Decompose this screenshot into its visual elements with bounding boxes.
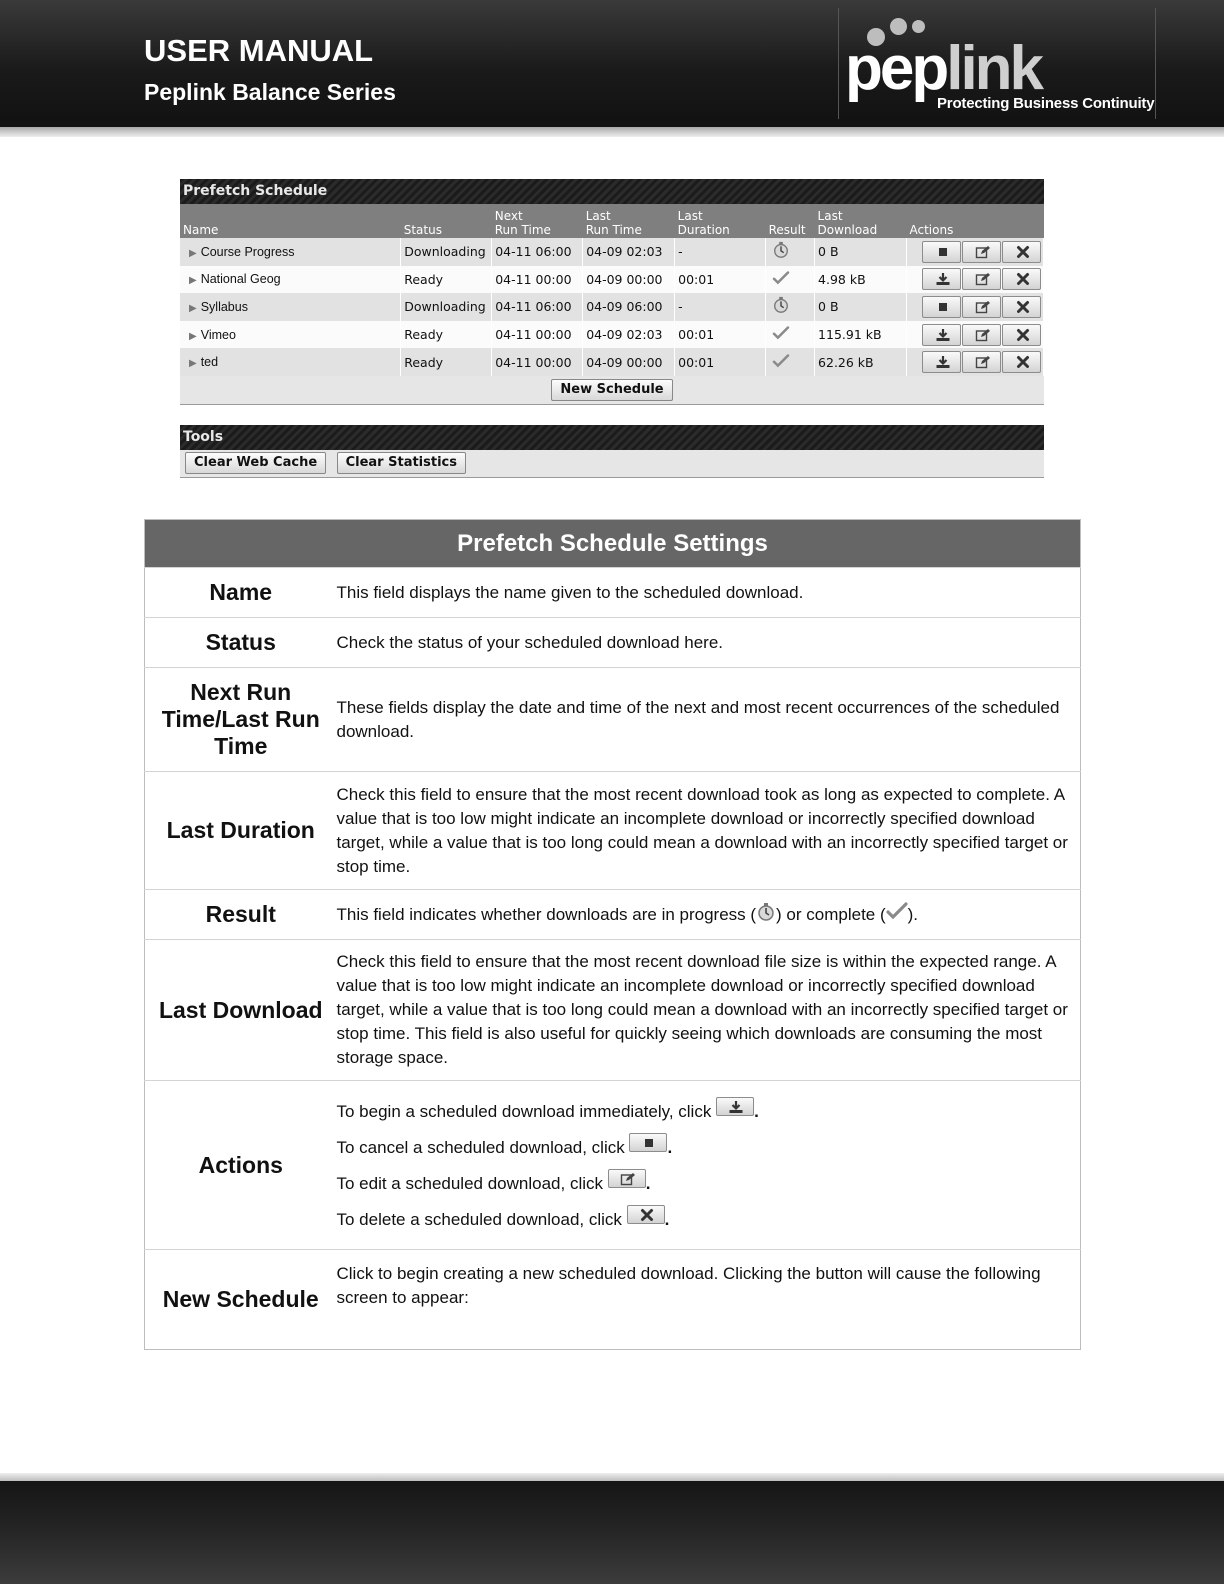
column-header: Next Run Time <box>492 204 583 238</box>
delete-icon <box>1015 245 1031 260</box>
setting-description: This field displays the name given to the scheduled download. <box>337 568 1081 618</box>
action-delete-line: To delete a scheduled download, click . <box>337 1205 1075 1232</box>
document-title: USER MANUAL <box>144 33 374 68</box>
result-cell <box>766 266 815 294</box>
setting-description <box>337 1081 1081 1250</box>
stop-button <box>629 1133 667 1152</box>
checkmark-icon <box>772 354 790 371</box>
download-icon <box>935 355 951 370</box>
last-download-cell: 4.98 kB <box>815 266 907 294</box>
last-download-cell: 0 B <box>815 293 907 321</box>
delete-button[interactable] <box>1002 268 1041 290</box>
setting-label: New Schedule <box>145 1250 337 1350</box>
schedule-table <box>180 204 1044 376</box>
duration-cell: 00:01 <box>675 266 766 294</box>
delete-button <box>627 1205 665 1224</box>
status-cell: Downloading <box>401 238 492 266</box>
delete-icon <box>1015 355 1031 370</box>
schedule-name: Course Progress <box>200 244 295 259</box>
last-run-cell: 04-09 00:00 <box>583 266 675 294</box>
setting-description: Click to begin creating a new scheduled download. Clicking the button will cause the following screen to appear: <box>337 1250 1081 1350</box>
edit-button[interactable] <box>962 296 1001 318</box>
setting-label: Result <box>145 890 337 940</box>
setting-description: Check this field to ensure that the most recent download took as long as expected to complete. A value that is too low might indicate an incomplete download or incorrectly specified download target, while a value that is too long could mean a download with an incorrectly specified target or stop time. <box>337 772 1081 890</box>
settings-row <box>145 772 1081 890</box>
new-schedule-button[interactable]: New Schedule <box>551 379 672 401</box>
delete-icon <box>1015 300 1031 315</box>
footer-rule <box>0 1473 1224 1481</box>
actions-cell <box>906 293 1043 321</box>
action-cancel-line: To cancel a scheduled download, click . <box>337 1133 1075 1160</box>
next-run-cell: 04-11 00:00 <box>492 266 583 294</box>
status-cell: Ready <box>401 321 492 349</box>
last-run-cell: 04-09 06:00 <box>583 293 675 321</box>
expand-triangle-icon[interactable]: ▶ <box>189 275 197 287</box>
schedule-name: Syllabus <box>200 299 248 314</box>
edit-icon <box>975 355 991 370</box>
edit-icon <box>975 300 991 315</box>
edit-button[interactable] <box>962 241 1001 263</box>
last-run-cell: 04-09 02:03 <box>583 321 675 349</box>
edit-icon <box>975 328 991 343</box>
schedule-name-cell[interactable] <box>180 238 401 266</box>
page-header <box>0 0 1224 127</box>
settings-table <box>144 519 1081 1350</box>
download-icon <box>935 272 951 287</box>
result-cell <box>766 321 815 349</box>
document-subtitle: Peplink Balance Series <box>144 79 396 105</box>
column-header: Last Run Time <box>583 204 675 238</box>
table-row <box>180 293 1044 321</box>
action-edit-line: To edit a scheduled download, click . <box>337 1169 1075 1196</box>
schedule-name: Vimeo <box>200 327 236 342</box>
stop-icon <box>641 1136 657 1150</box>
checkmark-icon <box>886 902 908 920</box>
edit-icon <box>620 1172 636 1186</box>
setting-description: Check this field to ensure that the most recent download file size is within the expected range. A value that is too low might indicate an incomplete download or incorrectly specified download target, while a value that is too long could mean a download with an incorrectly specified target or stop time. This field is also useful for quickly seeing which downloads are consuming the most storage space. <box>337 940 1081 1081</box>
clear-web-cache-button[interactable]: Clear Web Cache <box>185 452 326 474</box>
column-header: Status <box>401 204 492 238</box>
result-cell <box>766 293 815 321</box>
edit-icon <box>975 245 991 260</box>
delete-icon <box>639 1208 655 1222</box>
download-icon <box>728 1100 744 1114</box>
settings-row <box>145 1250 1081 1350</box>
logo-wordmark: peplink <box>845 34 1042 103</box>
clear-statistics-button[interactable]: Clear Statistics <box>337 452 466 474</box>
table-row <box>180 266 1044 294</box>
logo-dot-icon <box>912 20 925 33</box>
header-rule <box>0 127 1224 137</box>
actions-cell <box>906 321 1043 349</box>
logo-dot-icon <box>890 18 907 35</box>
schedule-name-cell[interactable] <box>180 266 401 294</box>
expand-triangle-icon[interactable]: ▶ <box>189 358 197 370</box>
stop-icon <box>935 300 951 315</box>
setting-label: Last Duration <box>145 772 337 890</box>
stop-button[interactable] <box>922 241 961 263</box>
last-download-cell: 62.26 kB <box>815 348 907 376</box>
settings-row <box>145 668 1081 772</box>
last-run-cell: 04-09 00:00 <box>583 348 675 376</box>
duration-cell: 00:01 <box>675 348 766 376</box>
duration-cell: 00:01 <box>675 321 766 349</box>
delete-button[interactable] <box>1002 351 1041 373</box>
prefetch-schedule-panel <box>180 179 1044 405</box>
delete-button[interactable] <box>1002 324 1041 346</box>
setting-description: These fields display the date and time of the next and most recent occurrences of the scheduled download. <box>337 668 1081 772</box>
next-run-cell: 04-11 00:00 <box>492 348 583 376</box>
setting-label: Last Download <box>145 940 337 1081</box>
settings-row <box>145 1081 1081 1250</box>
duration-cell: - <box>675 293 766 321</box>
setting-label: Actions <box>145 1081 337 1250</box>
tools-row <box>180 450 1044 478</box>
setting-label: Status <box>145 618 337 668</box>
download-icon <box>935 328 951 343</box>
schedule-name: National Geog <box>200 272 281 287</box>
checkmark-icon <box>772 271 790 288</box>
schedule-name-cell[interactable] <box>180 321 401 349</box>
edit-button <box>608 1169 646 1188</box>
settings-row <box>145 568 1081 618</box>
settings-caption: Prefetch Schedule Settings <box>145 520 1081 568</box>
checkmark-icon <box>772 326 790 343</box>
next-run-cell: 04-11 06:00 <box>492 293 583 321</box>
panel-title: Tools <box>180 425 1044 450</box>
setting-label: Name <box>145 568 337 618</box>
edit-icon <box>975 272 991 287</box>
download-button[interactable] <box>922 351 961 373</box>
download-button <box>716 1097 754 1116</box>
logo-tagline: Protecting Business Continuity <box>937 95 1155 112</box>
delete-button[interactable] <box>1002 241 1041 263</box>
edit-button[interactable] <box>962 351 1001 373</box>
table-row <box>180 238 1044 266</box>
actions-cell <box>906 348 1043 376</box>
edit-button[interactable] <box>962 324 1001 346</box>
status-cell: Downloading <box>401 293 492 321</box>
column-header: Last Download <box>815 204 907 238</box>
delete-icon <box>1015 328 1031 343</box>
actions-cell <box>906 238 1043 266</box>
expand-triangle-icon[interactable]: ▶ <box>189 302 197 314</box>
setting-description: Check the status of your scheduled download here. <box>337 618 1081 668</box>
settings-row <box>145 940 1081 1081</box>
duration-cell: - <box>675 238 766 266</box>
column-header: Name <box>180 204 401 238</box>
stop-icon <box>935 245 951 260</box>
page-footer <box>0 1481 1224 1584</box>
column-header: Result <box>766 204 815 238</box>
expand-triangle-icon[interactable]: ▶ <box>189 247 197 259</box>
peplink-logo <box>838 8 1156 119</box>
in-progress-icon <box>772 296 790 317</box>
in-progress-icon <box>772 241 790 262</box>
schedule-name: ted <box>200 355 219 370</box>
table-row <box>180 321 1044 349</box>
stop-button[interactable] <box>922 296 961 318</box>
column-header: Actions <box>906 204 1043 238</box>
settings-row <box>145 890 1081 940</box>
next-run-cell: 04-11 00:00 <box>492 321 583 349</box>
last-run-cell: 04-09 02:03 <box>583 238 675 266</box>
next-run-cell: 04-11 06:00 <box>492 238 583 266</box>
last-download-cell: 115.91 kB <box>815 321 907 349</box>
column-header: Last Duration <box>675 204 766 238</box>
status-cell: Ready <box>401 348 492 376</box>
panel-title: Prefetch Schedule <box>180 179 1044 204</box>
delete-button[interactable] <box>1002 296 1041 318</box>
setting-label: Next Run Time/Last Run Time <box>145 668 337 772</box>
new-schedule-row <box>180 376 1044 405</box>
result-cell <box>766 238 815 266</box>
download-button[interactable] <box>922 324 961 346</box>
actions-cell <box>906 266 1043 294</box>
tools-panel <box>180 425 1044 478</box>
table-header-row <box>180 204 1044 238</box>
schedule-name-cell[interactable] <box>180 293 401 321</box>
schedule-name-cell[interactable] <box>180 348 401 376</box>
settings-row <box>145 618 1081 668</box>
expand-triangle-icon[interactable]: ▶ <box>189 330 197 342</box>
action-begin-line: To begin a scheduled download immediately, click . <box>337 1097 1075 1124</box>
delete-icon <box>1015 272 1031 287</box>
table-row <box>180 348 1044 376</box>
in-progress-icon <box>756 902 776 922</box>
download-button[interactable] <box>922 268 961 290</box>
edit-button[interactable] <box>962 268 1001 290</box>
status-cell: Ready <box>401 266 492 294</box>
last-download-cell: 0 B <box>815 238 907 266</box>
result-cell <box>766 348 815 376</box>
setting-description: This field indicates whether downloads are in progress ( ) or complete ( ). <box>337 890 1081 940</box>
